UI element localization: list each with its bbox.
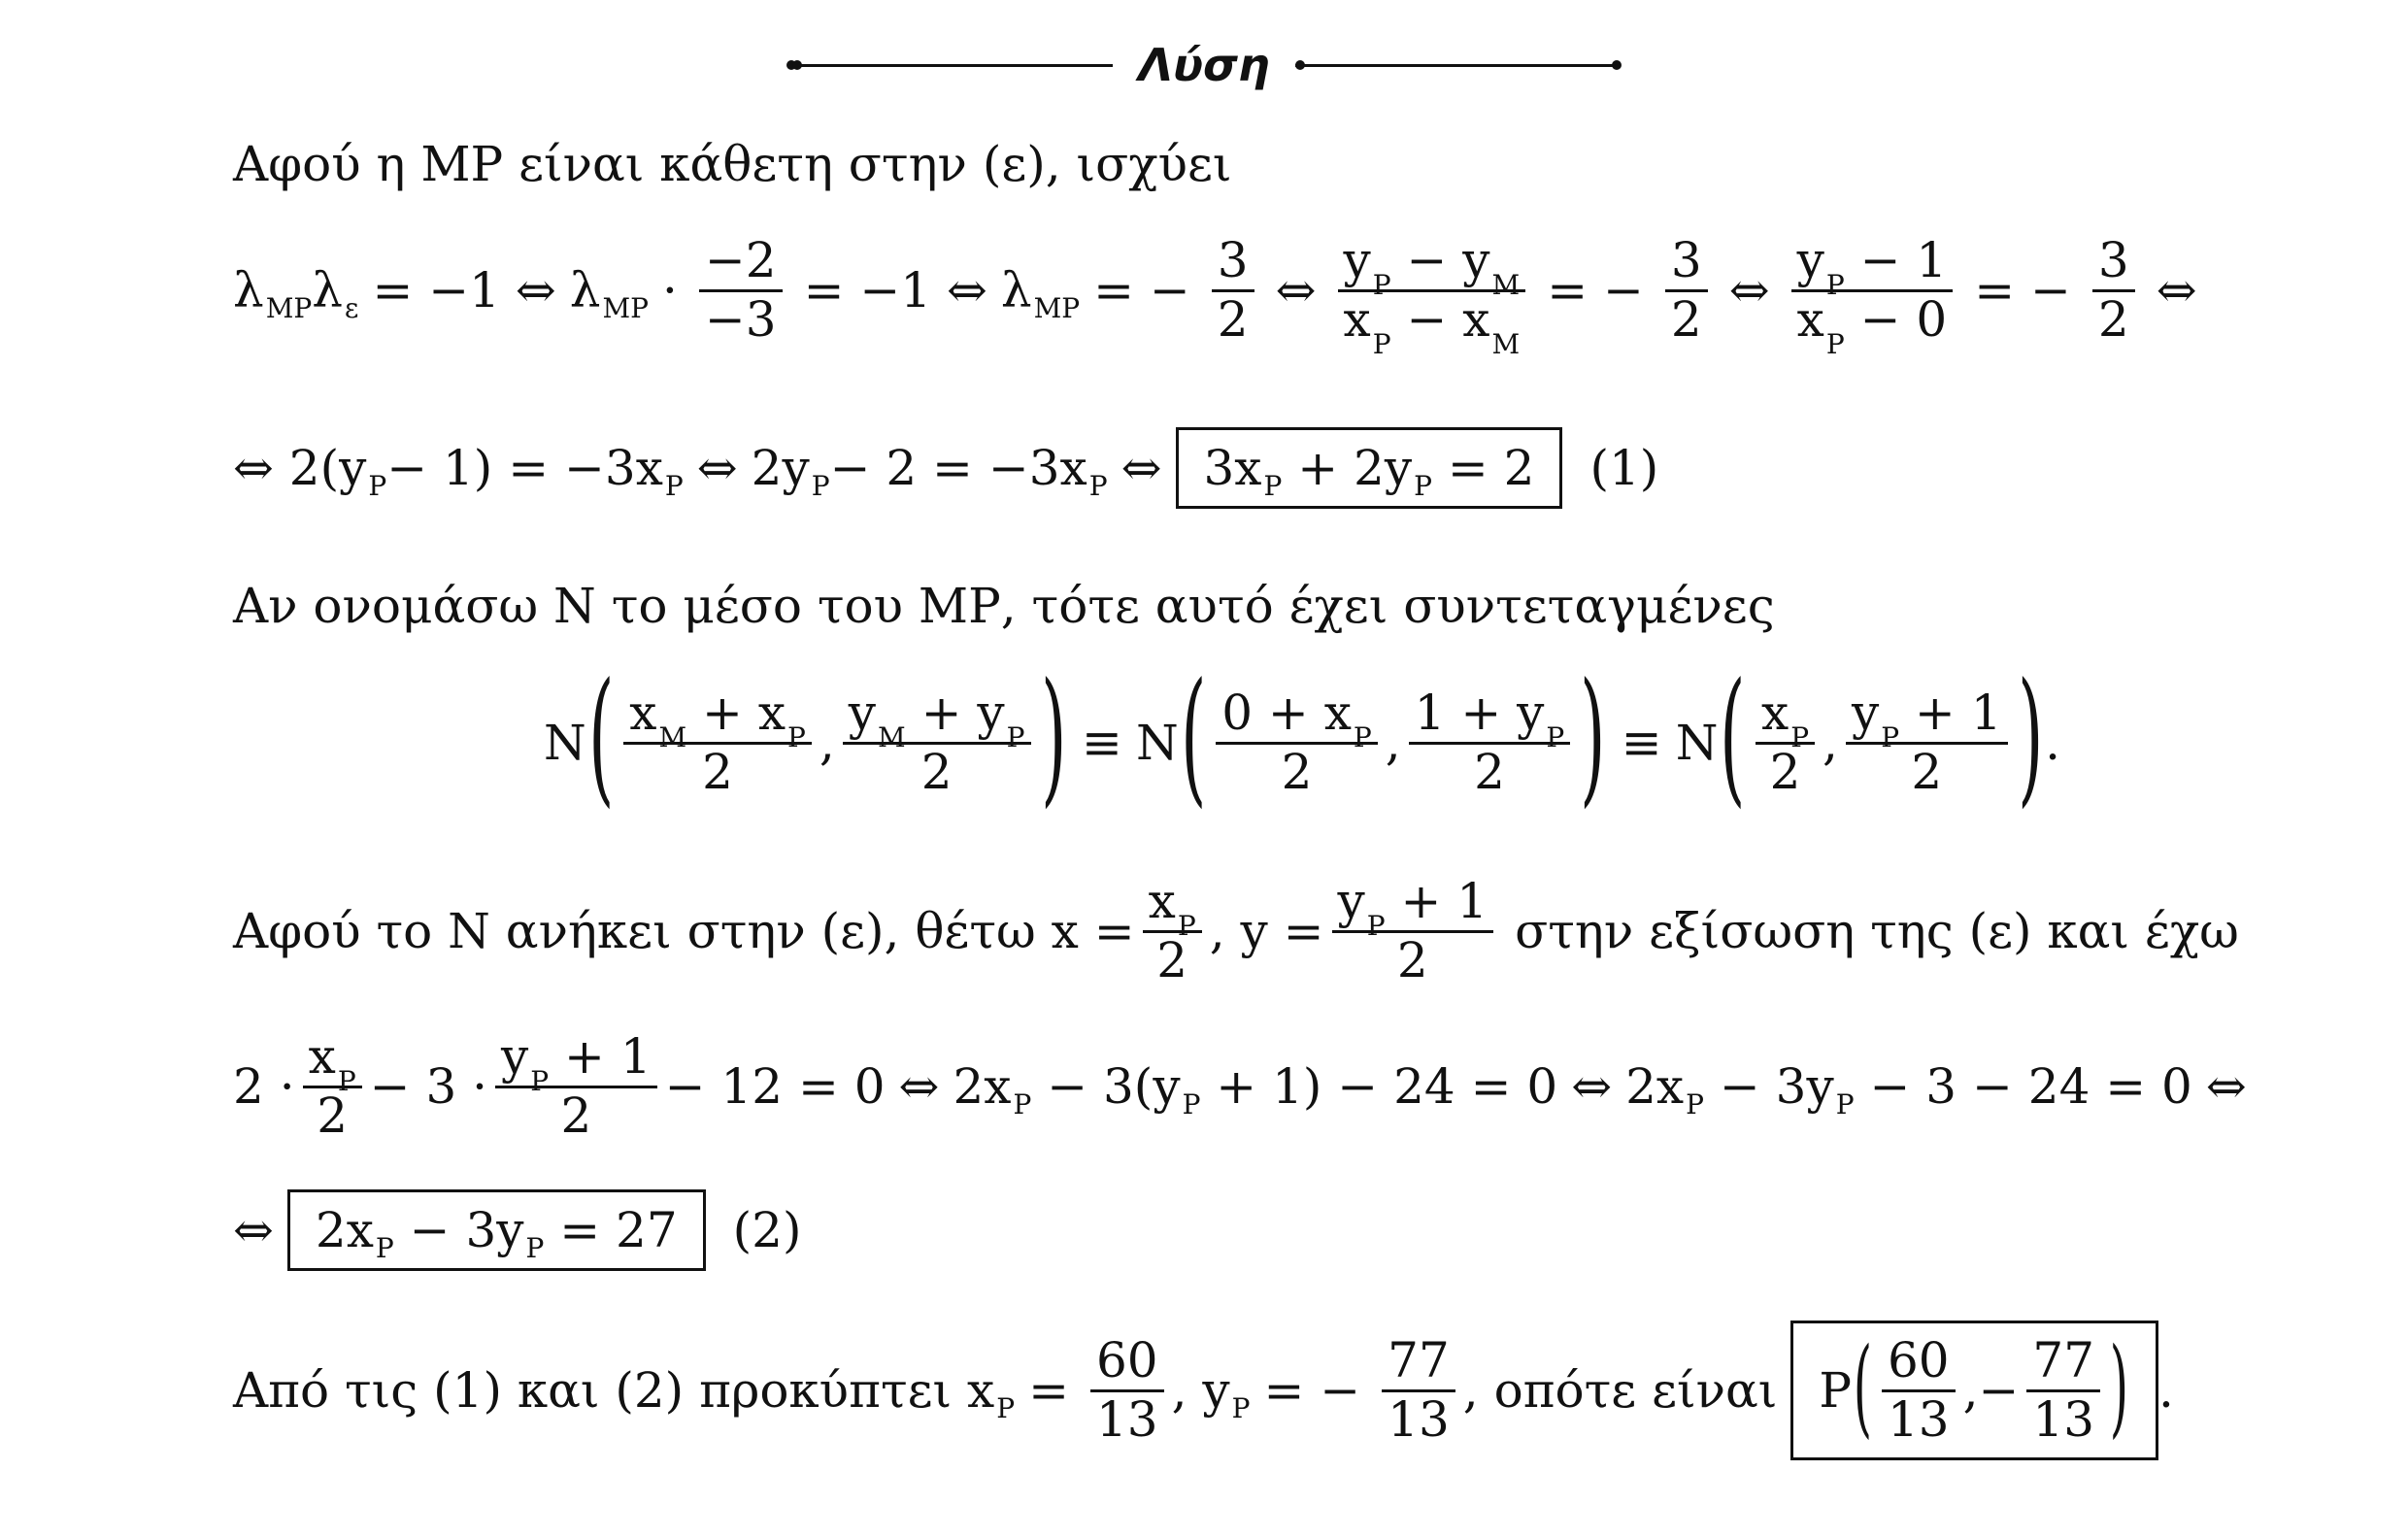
equation-midpoint: N ( $\frac{x_M + x_P}{2}$ , $\frac{y_M + y_P}{2}$ ) ≡ N ( $\frac{0 + x_P}{2}$ , $\frac{1 + y_P}{2}$ ) ≡ N ( $\frac{x_P}{2}$ , $\frac{y_P + 1}{2}$ ) . bbox=[544, 652, 2060, 821]
header-rule-right bbox=[1295, 64, 1616, 67]
equation-substitution: 2 · $\frac{x_P}{2}$ − 3 · $\frac{y_P + 1}{2}$ − 12 = 0 ⇔ 2x P − 3(y P + 1) − 24 = 0 ⇔ 2x P − 3y P − 3 − 24 = 0 ⇔ bbox=[233, 1028, 2247, 1144]
text-result-y: , y bbox=[1171, 1362, 1230, 1419]
text-result-end: , οπότε είναι bbox=[1462, 1362, 1778, 1419]
text-line-perpendicular bbox=[233, 136, 1231, 192]
text-substitution-y: , y = bbox=[1209, 903, 1324, 959]
equation-slope: λ ΜΡ λ ε = −1 ⇔ λ ΜΡ · $\frac{-2}{-3}$ = −1 ⇔ λ ΜΡ = − $\frac{3}{2}$ ⇔ $\frac{y_P - y_M}{x_P - x_M}$ = − $\frac{3}{2}$ ⇔ $\frac{y_P - 1}{x_P - 0}$ = − $\frac{3}{2}$ ⇔ bbox=[233, 232, 2197, 360]
text-midpoint: Αν ονομάσω Ν το μέσο του ΜΡ, τότε αυτό έχει συντεταγμένες bbox=[233, 578, 1775, 634]
text-perpendicular: Αφού η ΜΡ είναι κάθετη στην (ε), ισχύει bbox=[233, 136, 1232, 192]
text-substitution-end: στην εξίσωση της (ε) και έχω bbox=[1515, 903, 2239, 959]
text-line-midpoint bbox=[233, 578, 1775, 634]
boxed-point-result: P ( $\frac{60}{13}$ ,− $\frac{77}{13}$ ) bbox=[1790, 1321, 2158, 1460]
text-substitution-start: Αφού το Ν ανήκει στην (ε), θέτω x = bbox=[233, 903, 1135, 959]
solution-title: Λύση bbox=[1138, 39, 1270, 91]
equation-one-derivation: ⇔ 2(y P − 1) = −3x P ⇔ 2y P − 2 = −3x P ⇔ 3x P + 2y P = 2 (1) bbox=[233, 427, 1658, 509]
text-result-start: Από τις (1) και (2) προκύπτει x bbox=[233, 1362, 995, 1419]
equation-label-two: (2) bbox=[732, 1202, 802, 1258]
equation-label-one: (1) bbox=[1589, 440, 1659, 496]
text-line-substitution: Αφού το Ν ανήκει στην (ε), θέτω x = $\frac{x_P}{2}$ , y = $\frac{y_P + 1}{2}$ στην εξίσωση της (ε) και έχω bbox=[233, 873, 2239, 988]
header-rule-left bbox=[792, 64, 1113, 67]
boxed-equation-one: 3x P + 2y P = 2 bbox=[1176, 427, 1563, 509]
text-line-result: Από τις (1) και (2) προκύπτει x P = $\frac{60}{13}$ , y P = − $\frac{77}{13}$ , οπότε είναι P ( $\frac{60}{13}$ ,− $\frac{77}{13}$ ) . bbox=[233, 1321, 2174, 1460]
boxed-equation-two: 2x P − 3y P = 27 bbox=[287, 1189, 706, 1271]
solution-header bbox=[0, 39, 2408, 91]
equation-two-row: ⇔ 2x P − 3y P = 27 (2) bbox=[233, 1189, 802, 1271]
